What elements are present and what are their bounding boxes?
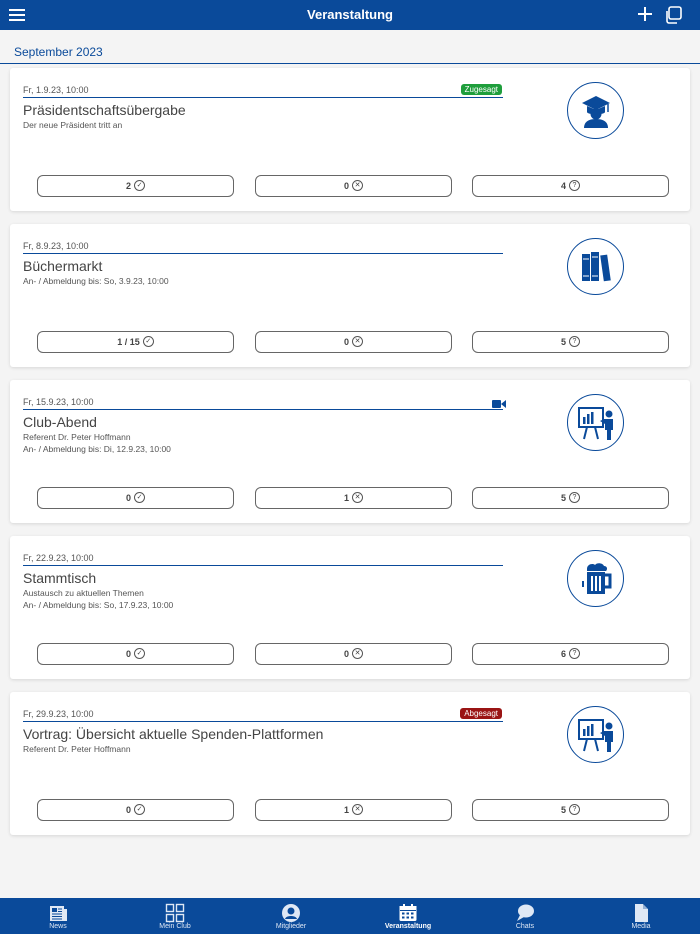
event-date: Fr, 22.9.23, 10:00 [23, 553, 94, 563]
check-icon: ✓ [134, 492, 145, 503]
tab-news[interactable] [0, 898, 116, 934]
event-card[interactable] [10, 692, 690, 835]
event-speaker: Referent Dr. Peter Hoffmann [23, 432, 131, 442]
graduate-icon [567, 82, 624, 139]
accepted-button[interactable] [37, 331, 234, 353]
tab-label: News [49, 923, 67, 930]
bottom-tab-bar [0, 898, 700, 934]
x-icon: ✕ [352, 492, 363, 503]
tab-label: Chats [515, 923, 535, 930]
presentation-icon [567, 706, 624, 763]
calendar-icon [398, 903, 418, 923]
pending-count: 5 [560, 337, 566, 347]
pending-button[interactable] [472, 487, 669, 509]
event-title: Stammtisch [23, 570, 97, 586]
books-icon [567, 238, 624, 295]
accepted-button[interactable] [37, 643, 234, 665]
declined-count: 1 [343, 805, 349, 815]
pending-button[interactable] [472, 331, 669, 353]
tab-label: Mitglieder [275, 923, 307, 930]
question-icon: ? [569, 336, 580, 347]
event-title: Präsidentschaftsübergabe [23, 102, 186, 118]
event-deadline: An- / Abmeldung bis: So, 3.9.23, 10:00 [23, 276, 169, 286]
divider [23, 565, 503, 566]
event-date: Fr, 29.9.23, 10:00 [23, 709, 94, 719]
check-icon: ✓ [134, 804, 145, 815]
document-icon [631, 903, 651, 923]
pending-count: 5 [560, 493, 566, 503]
x-icon: ✕ [352, 804, 363, 815]
accepted-button[interactable] [37, 487, 234, 509]
event-description: Austausch zu aktuellen Themen [23, 588, 144, 598]
tab-label: Media [631, 923, 651, 930]
question-icon: ? [569, 804, 580, 815]
event-description: Der neue Präsident tritt an [23, 120, 123, 130]
declined-button[interactable] [255, 487, 452, 509]
declined-count: 1 [343, 493, 349, 503]
tab-label: Veranstaltung [384, 923, 432, 930]
tab-media[interactable] [583, 898, 699, 934]
event-title: Büchermarkt [23, 258, 103, 274]
beer-mug-icon [567, 550, 624, 607]
accepted-count: 1 / 15 [117, 337, 140, 347]
question-icon: ? [569, 492, 580, 503]
pending-button[interactable] [472, 175, 669, 197]
accepted-count: 0 [125, 493, 131, 503]
month-label: September 2023 [14, 45, 103, 59]
pending-count: 6 [560, 649, 566, 659]
tab-mein-club[interactable] [117, 898, 233, 934]
tab-chats[interactable] [467, 898, 583, 934]
presentation-icon [567, 394, 624, 451]
declined-button[interactable] [255, 799, 452, 821]
accepted-count: 2 [125, 181, 131, 191]
accepted-button[interactable] [37, 175, 234, 197]
event-card[interactable] [10, 68, 690, 211]
check-icon: ✓ [143, 336, 154, 347]
accepted-button[interactable] [37, 799, 234, 821]
accepted-count: 0 [125, 805, 131, 815]
status-badge: Zugesagt [461, 84, 502, 95]
check-icon: ✓ [134, 648, 145, 659]
windows-icon[interactable] [664, 6, 682, 24]
x-icon: ✕ [352, 180, 363, 191]
tab-mitglieder[interactable] [233, 898, 349, 934]
month-header [0, 42, 700, 64]
pending-button[interactable] [472, 643, 669, 665]
declined-button[interactable] [255, 331, 452, 353]
newspaper-icon [48, 903, 68, 923]
event-date: Fr, 8.9.23, 10:00 [23, 241, 89, 251]
declined-button[interactable] [255, 643, 452, 665]
check-icon: ✓ [134, 180, 145, 191]
event-card[interactable] [10, 536, 690, 679]
event-speaker: Referent Dr. Peter Hoffmann [23, 744, 131, 754]
accepted-count: 0 [125, 649, 131, 659]
video-icon[interactable] [492, 396, 506, 406]
question-icon: ? [569, 180, 580, 191]
pending-count: 4 [560, 181, 566, 191]
declined-button[interactable] [255, 175, 452, 197]
divider [23, 721, 503, 722]
declined-count: 0 [343, 181, 349, 191]
event-deadline: An- / Abmeldung bis: Di, 12.9.23, 10:00 [23, 444, 171, 454]
question-icon: ? [569, 648, 580, 659]
declined-count: 0 [343, 337, 349, 347]
tab-label: Mein Club [159, 923, 191, 930]
page-title: Veranstaltung [307, 7, 393, 22]
x-icon: ✕ [352, 648, 363, 659]
event-date: Fr, 15.9.23, 10:00 [23, 397, 94, 407]
event-card[interactable] [10, 380, 690, 523]
pending-count: 5 [560, 805, 566, 815]
user-circle-icon [281, 903, 301, 923]
divider [23, 409, 503, 410]
status-badge: Abgesagt [460, 708, 502, 719]
chat-icon [515, 903, 535, 923]
tab-veranstaltung[interactable] [350, 898, 466, 934]
event-title: Club-Abend [23, 414, 97, 430]
grid-icon [165, 903, 185, 923]
event-date: Fr, 1.9.23, 10:00 [23, 85, 89, 95]
event-deadline: An- / Abmeldung bis: So, 17.9.23, 10:00 [23, 600, 174, 610]
event-title: Vortrag: Übersicht aktuelle Spenden-Plattformen [23, 726, 324, 742]
event-card[interactable] [10, 224, 690, 367]
top-bar [0, 0, 700, 30]
divider [23, 97, 503, 98]
divider [23, 253, 503, 254]
x-icon: ✕ [352, 336, 363, 347]
declined-count: 0 [343, 649, 349, 659]
pending-button[interactable] [472, 799, 669, 821]
add-icon[interactable] [636, 5, 654, 23]
